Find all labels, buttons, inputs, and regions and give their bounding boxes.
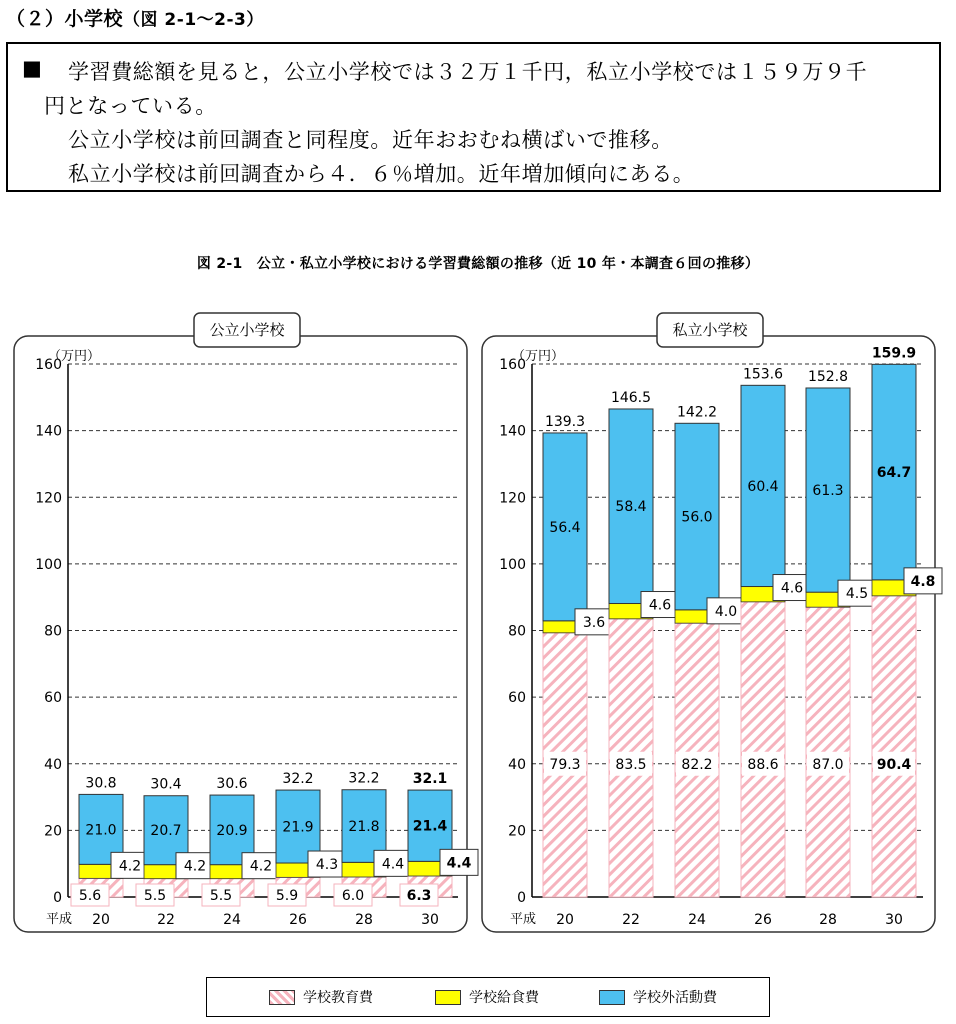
education-label: 87.0 [812, 756, 844, 773]
extracurricular-label: 20.9 [216, 822, 248, 839]
legend-item-extracurricular [599, 987, 717, 1007]
chart-panel-public [14, 313, 478, 932]
extracurricular-label: 20.7 [150, 823, 182, 840]
lunch-label: 4.0 [714, 603, 738, 620]
y-axis-unit: （万円） [512, 349, 565, 364]
total-label: 152.8 [807, 368, 849, 385]
lunch-label: 4.4 [446, 855, 472, 872]
x-tick-label: 30 [421, 912, 439, 928]
y-tick-label: 160 [35, 357, 62, 373]
summary-line-2: 円となっている。 [44, 94, 217, 118]
total-label: 142.2 [676, 404, 718, 421]
legend-label-lunch: 学校給食費 [469, 990, 539, 1006]
y-tick-label: 120 [499, 490, 526, 507]
extracurricular-label: 61.3 [812, 483, 844, 500]
x-tick-label: 26 [754, 912, 772, 928]
y-tick-label: 120 [35, 490, 62, 507]
total-label: 30.6 [216, 776, 248, 793]
total-label: 32.2 [282, 771, 314, 788]
x-tick-label: 22 [157, 912, 175, 928]
chart-title: 私立小学校 [672, 321, 748, 339]
x-tick-label: 24 [223, 912, 241, 928]
total-label: 139.3 [544, 413, 586, 430]
y-tick-label: 140 [35, 423, 62, 440]
lunch-label: 4.6 [648, 597, 672, 614]
chart-title: 公立小学校 [209, 321, 285, 339]
lunch-label: 4.8 [910, 573, 936, 590]
education-label: 83.5 [615, 756, 647, 773]
summary-line-1: 学習費総額を見ると，公立小学校では３２万１千円，私立小学校では１５９万９千 [68, 60, 868, 84]
education-label: 82.2 [681, 756, 713, 773]
legend-swatch-education [269, 990, 295, 1005]
y-axis-unit: （万円） [48, 349, 101, 364]
y-tick-label: 100 [499, 556, 526, 573]
lunch-label: 4.2 [183, 858, 207, 875]
legend-swatch-lunch [435, 990, 461, 1005]
y-tick-label: 160 [499, 357, 526, 373]
y-tick-label: 100 [35, 556, 62, 573]
education-label: 88.6 [747, 756, 779, 773]
lunch-label: 4.2 [118, 858, 142, 875]
y-tick-label: 80 [44, 623, 62, 640]
x-tick-label: 24 [688, 912, 706, 928]
education-label: 5.9 [275, 888, 299, 904]
x-axis-prefix: 平成 [510, 912, 537, 927]
y-tick-label: 60 [44, 690, 62, 707]
x-tick-label: 20 [92, 912, 110, 928]
education-label: 6.0 [341, 888, 365, 904]
lunch-label: 4.3 [315, 857, 339, 874]
x-axis-prefix: 平成 [46, 912, 73, 927]
x-tick-label: 30 [885, 912, 903, 928]
extracurricular-label: 21.4 [412, 818, 448, 835]
y-tick-label: 60 [508, 690, 526, 707]
legend-item-lunch [435, 987, 539, 1007]
education-label: 79.3 [549, 756, 581, 773]
total-label: 32.1 [412, 771, 448, 788]
y-tick-label: 40 [508, 756, 526, 773]
education-label: 5.6 [78, 888, 102, 904]
total-label: 146.5 [610, 389, 652, 406]
education-label: 6.3 [406, 888, 432, 904]
education-label: 5.5 [209, 888, 233, 904]
total-label: 30.8 [85, 775, 117, 792]
lunch-label: 4.2 [249, 858, 273, 875]
bar-education [872, 596, 916, 897]
extracurricular-label: 56.0 [681, 509, 713, 526]
chart-panel-private [482, 313, 942, 932]
section-title-text: （２）小学校 [6, 8, 124, 30]
y-tick-label: 0 [517, 890, 526, 906]
legend [206, 977, 770, 1017]
total-label: 153.6 [742, 366, 784, 383]
x-tick-label: 28 [819, 912, 837, 928]
summary-line-3: 公立小学校は前回調査と同程度。近年おおむね横ばいで推移。 [68, 128, 673, 152]
y-tick-label: 40 [44, 756, 62, 773]
legend-item-education [269, 987, 373, 1007]
education-label: 90.4 [876, 756, 912, 773]
lunch-label: 4.5 [845, 586, 869, 603]
section-figure-ref: （図 2-1～2-3） [123, 10, 264, 30]
extracurricular-label: 21.8 [348, 819, 380, 836]
extracurricular-label: 60.4 [747, 478, 779, 495]
figure-caption: 図 2-1 公立・私立小学校における学習費総額の推移（近 10 年・本調査６回の推移） [196, 256, 760, 272]
extracurricular-label: 21.9 [282, 819, 314, 836]
x-tick-label: 20 [556, 912, 574, 928]
x-tick-label: 22 [622, 912, 640, 928]
extracurricular-label: 56.4 [549, 519, 581, 536]
education-label: 5.5 [143, 888, 167, 904]
y-tick-label: 20 [44, 823, 62, 840]
total-label: 30.4 [150, 776, 182, 793]
legend-label-education: 学校教育費 [303, 990, 373, 1006]
extracurricular-label: 64.7 [876, 465, 912, 482]
total-label: 32.2 [348, 770, 380, 787]
extracurricular-label: 58.4 [615, 499, 647, 516]
extracurricular-label: 21.0 [85, 822, 117, 839]
y-tick-label: 80 [508, 623, 526, 640]
lunch-label: 4.4 [381, 856, 405, 873]
summary-bullet: ■ [22, 56, 43, 80]
lunch-label: 3.6 [582, 614, 606, 631]
y-tick-label: 140 [499, 423, 526, 440]
bar-education [741, 602, 785, 897]
legend-swatch-extracurricular [599, 990, 625, 1005]
y-tick-label: 20 [508, 823, 526, 840]
summary-line-4: 私立小学校は前回調査から４．６％増加。近年増加傾向にある。 [68, 162, 695, 186]
total-label: 159.9 [871, 345, 917, 362]
x-tick-label: 26 [289, 912, 307, 928]
y-tick-label: 0 [53, 890, 62, 906]
x-tick-label: 28 [355, 912, 373, 928]
lunch-label: 4.6 [780, 580, 804, 597]
legend-label-extracurricular: 学校外活動費 [633, 990, 717, 1006]
